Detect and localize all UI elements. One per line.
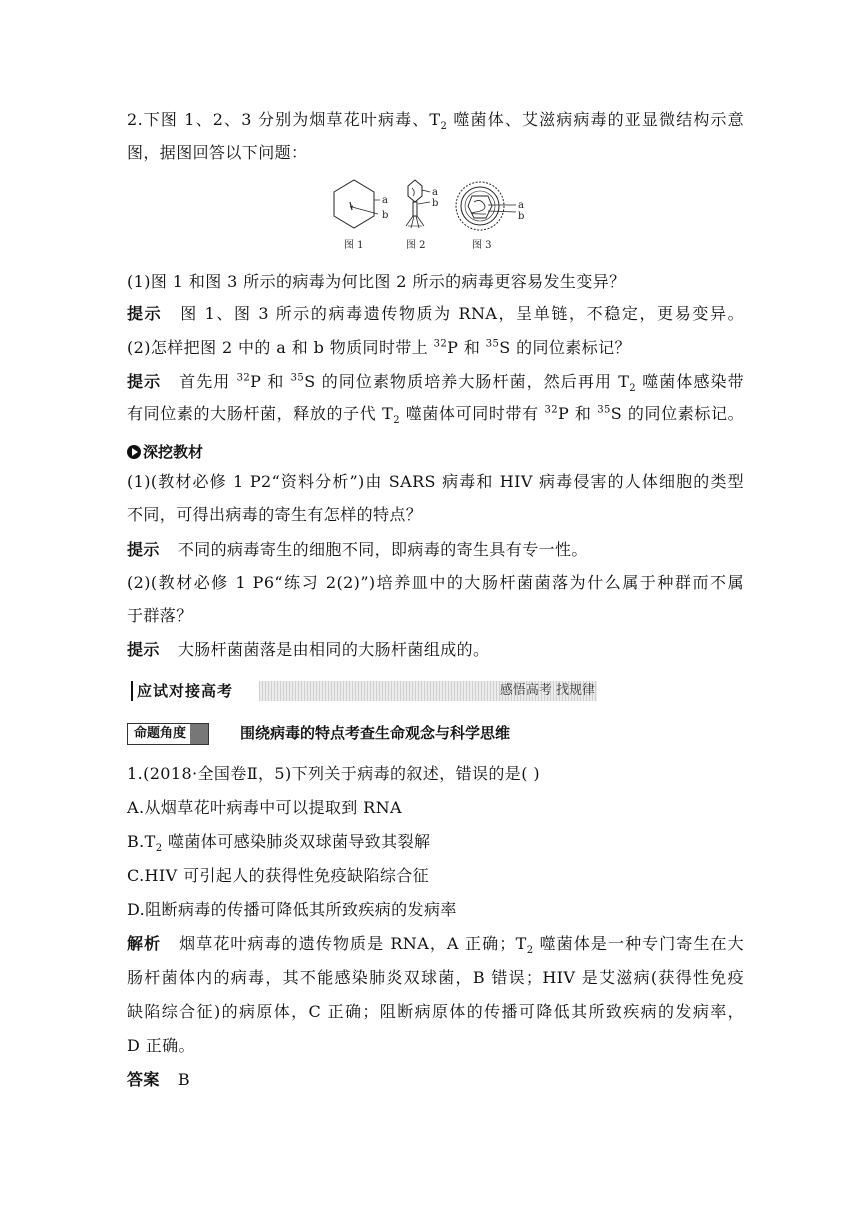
subscript: 2 [155,843,163,855]
subquestion-2 [127,332,744,364]
answer-value: B [177,1070,190,1089]
proposition-angle-title: 围绕病毒的特点考查生命观念与科学思维 [240,724,511,742]
figure-1-label-a: a [382,195,388,206]
tip-text: 图 1、图 3 所示的病毒遗传物质为 RNA，呈单链，不稳定，更易变异。 [180,304,744,323]
subscript: 2 [393,415,400,427]
tip-text: 大肠杆菌菌落是由相同的大肠杆菌组成的。 [177,640,490,659]
subquestion-2-tip-line-1 [127,366,744,398]
text: 噬菌体可同时带有 [399,404,545,423]
text: P 和 [557,404,598,423]
subquestion-2-tip-line-2 [127,398,744,430]
figure-2-caption: 图 2 [406,240,426,251]
superscript: 35 [597,404,611,416]
figure-2-label-b: b [432,198,439,209]
text: (2)怎样把图 2 中的 a 和 b 物质同时带上 [127,338,434,357]
tip-label: 提示 [127,372,162,391]
superscript: 35 [290,372,305,384]
superscript: 32 [433,338,448,350]
figure-1-tmv [334,180,388,251]
play-circle-icon [127,445,141,459]
text: P 和 [447,338,486,357]
subquestion-1: (1)图 1 和图 3 所示的病毒为何比图 2 所示的病毒更容易发生变异？ [127,272,626,291]
text: 首先用 [179,372,237,391]
text: 噬菌体、艾滋病病毒的亚显微结构示意 [447,110,744,129]
text: S 的同位素物质培养大肠杆菌，然后再用 T [304,372,630,391]
exam-option-b [127,826,744,858]
deep-question-2-line-1: (2)(教材必修 1 P6“练习 2(2)”)培养皿中的大肠杆菌菌落为什么属于种群而不属 [127,573,744,592]
figure-3-caption: 图 3 [472,240,492,251]
text: 噬菌体可感染肺炎双球菌导致其裂解 [162,832,431,851]
figure-1-label-b: b [382,210,389,221]
superscript: 32 [544,404,558,416]
analysis-line-3: 缺陷综合征)的病原体，C 正确；阻断病原体的传播可降低其所致疾病的发病率， [127,1002,744,1021]
deep-question-2-line-2: 于群落？ [127,606,193,625]
tip-text: 不同的病毒寄生的细胞不同，即病毒的寄生具有专一性。 [177,540,588,559]
proposition-angle [127,722,511,744]
section-heading-text: 深挖教材 [143,443,204,461]
superscript: 32 [236,372,251,384]
figure-3-label-a: a [518,200,524,211]
subscript: 2 [440,121,448,133]
text: 烟草花叶病毒的遗传物质是 RNA，A 正确；T [179,934,527,953]
section-heading-deep-dive [127,440,203,464]
virus-structure-figure [322,178,532,256]
text: B.T [127,832,156,851]
exam-section-banner [127,679,595,703]
analysis-line-1 [127,928,744,960]
question-2-line-1 [127,104,744,136]
superscript: 35 [485,338,500,350]
analysis-label: 解析 [127,934,162,953]
exam-option-a: A.从烟草花叶病毒中可以提取到 RNA [127,798,402,817]
text: 2.下图 1、2、3 分别为烟草花叶病毒、T [127,110,441,129]
figure-2-label-a: a [432,187,438,198]
text: 有同位素的大肠杆菌，释放的子代 T [127,404,394,423]
subquestion-1-tip [127,298,744,330]
deep-question-1-tip [127,534,744,566]
answer-label: 答案 [127,1070,160,1089]
exam-option-c: C.HIV 可引起人的获得性免疫缺陷综合征 [127,866,430,885]
text: 噬菌体感染带 [636,372,744,391]
subscript: 2 [629,383,637,395]
banner-subtitle: 感悟高考 找规律 [499,683,595,698]
exam-option-d: D.阻断病毒的传播可降低其所致疾病的发病率 [127,900,457,919]
banner-tag: 应试对接高考 [137,682,234,700]
text: 噬菌体是一种专门寄生在大 [533,934,744,953]
figure-3-hiv [456,182,524,251]
proposition-angle-label: 命题角度 [127,723,209,745]
question-2-line-2: 图，据图回答以下问题： [127,143,308,162]
tip-label: 提示 [127,304,163,323]
text: S 的同位素标记。 [610,404,744,423]
tip-label: 提示 [127,640,160,659]
analysis-line-4: D 正确。 [127,1036,195,1055]
banner-bar [131,681,133,701]
subscript: 2 [526,945,534,957]
deep-question-1-line-1: (1)(教材必修 1 P2“资料分析”)由 SARS 病毒和 HIV 病毒侵害的人体细胞的类型 [127,472,744,491]
text: P 和 [250,372,291,391]
deep-question-2-tip [127,634,744,666]
tip-label: 提示 [127,540,160,559]
figure-3-label-b: b [518,211,525,222]
answer-line [127,1064,744,1096]
analysis-line-2: 肠杆菌体内的病毒，其不能感染肺炎双球菌，B 错误；HIV 是艾滋病(获得性免疫 [127,968,744,987]
text: S 的同位素标记？ [499,338,631,357]
deep-question-1-line-2: 不同，可得出病毒的寄生有怎样的特点？ [127,505,423,524]
figure-2-phage [406,180,438,251]
exam-question: 1.(2018·全国卷Ⅱ，5)下列关于病毒的叙述，错误的是( ) [127,764,540,783]
figure-1-caption: 图 1 [344,240,364,251]
